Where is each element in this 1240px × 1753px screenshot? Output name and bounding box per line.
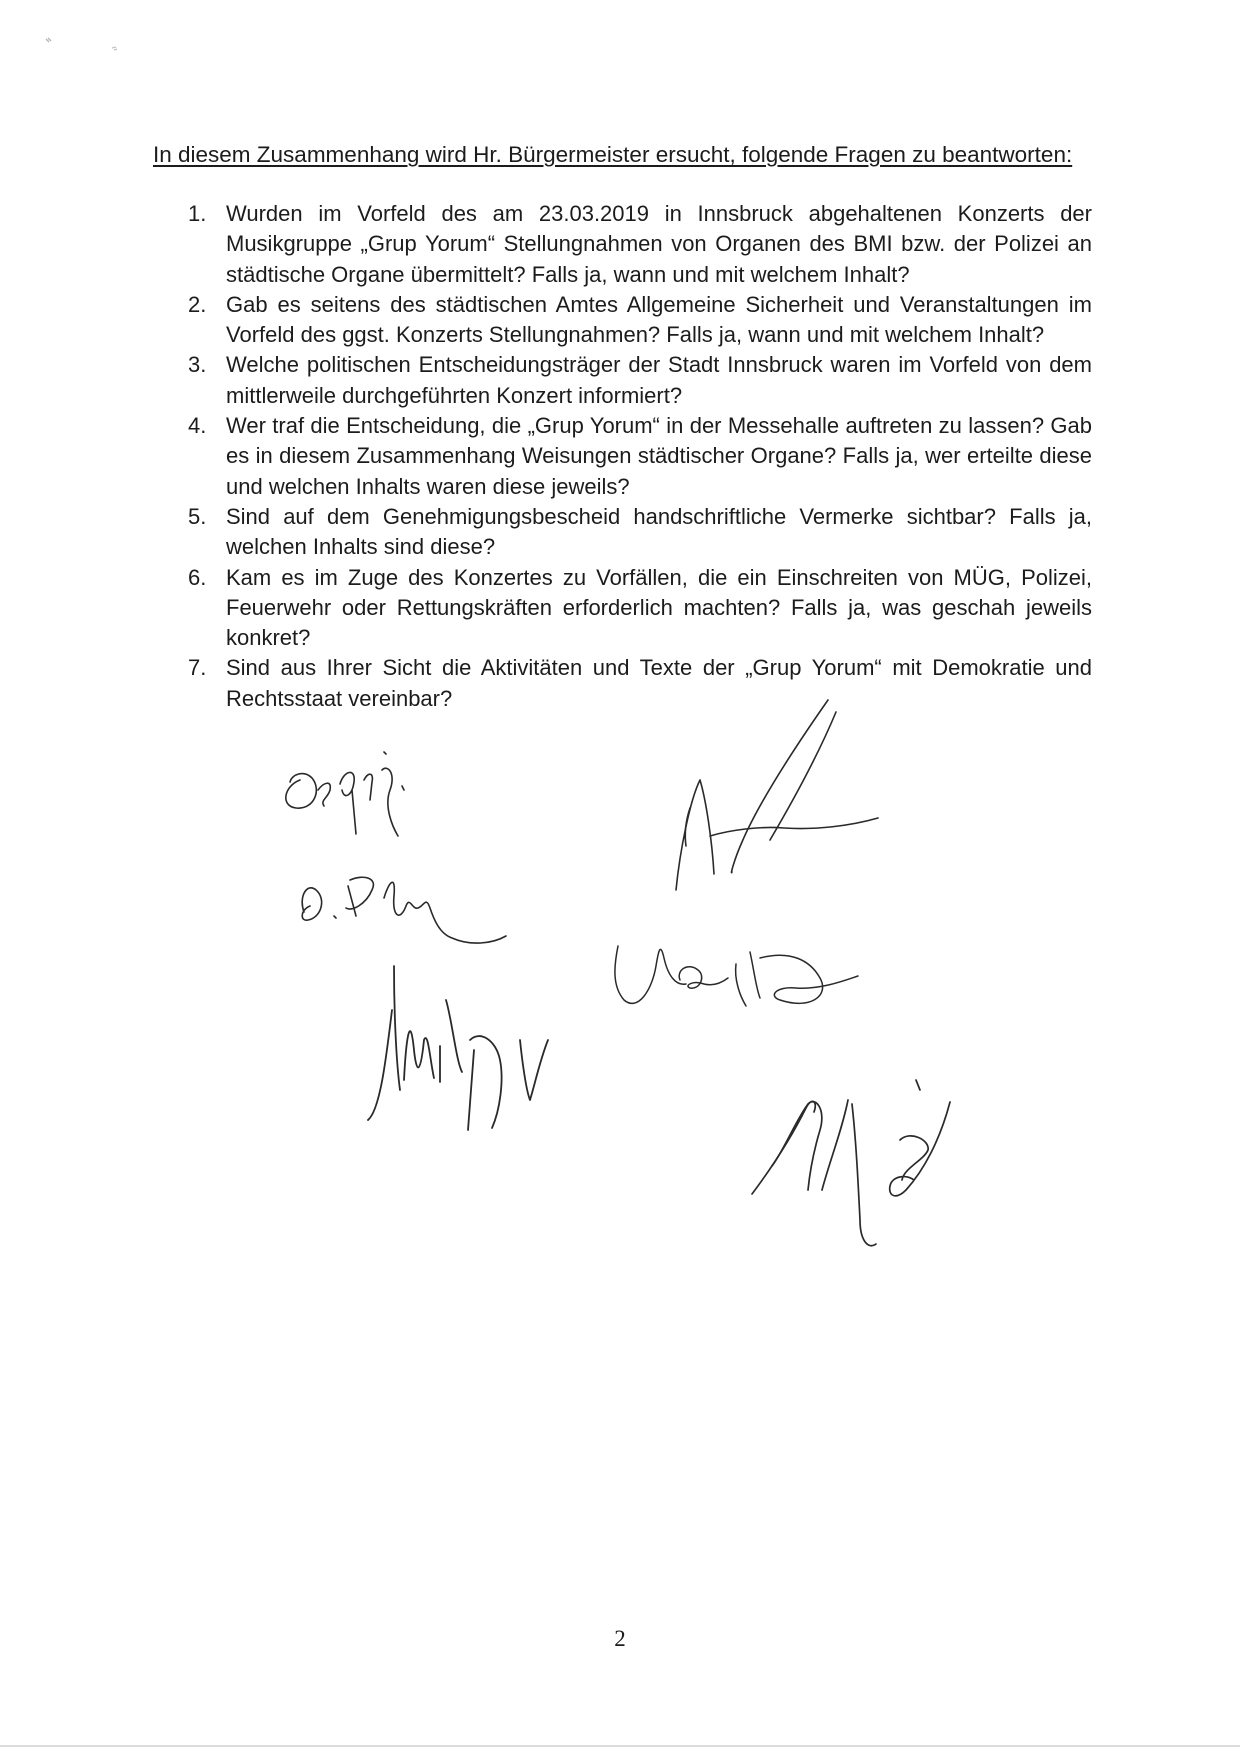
question-text: Wurden im Vorfeld des am 23.03.2019 in Innsbruck abgehaltenen Konzerts der Musikgruppe „Grup Yorum“ Stellungnahmen von Organen des BMI bzw. der Polizei an städtische Organe übermittelt? Falls ja, wann und mit welchem Inhalt? — [226, 201, 1092, 287]
signature-3 — [368, 966, 548, 1130]
section-heading: In diesem Zusammenhang wird Hr. Bürgermeister ersucht, folgende Fragen zu beantworten: — [153, 142, 1073, 167]
signature-4 — [676, 700, 878, 890]
question-item — [180, 653, 1092, 714]
question-number: 1. — [188, 201, 207, 226]
signature-6 — [752, 1080, 950, 1246]
page-number: 2 — [614, 1626, 626, 1651]
question-item — [180, 502, 1092, 563]
signature-1 — [286, 752, 404, 836]
signature-5 — [615, 946, 858, 1006]
scan-bottom-edge — [0, 1745, 1240, 1747]
question-number: 5. — [188, 503, 207, 529]
question-text: Kam es im Zuge des Konzertes zu Vorfällen, die ein Einschreiten von MÜG, Polizei, Feuerwehr oder Rettungskräften erforderlich machten? Falls ja, was geschah jeweils konkret? — [226, 564, 1092, 651]
question-text: Welche politischen Entscheidungsträger der Stadt Innsbruck waren im Vorfeld von dem mittlerweile durchgeführten Konzert informiert? — [226, 352, 1092, 408]
question-item — [180, 350, 1092, 411]
question-text: Gab es seitens des städtischen Amtes Allgemeine Sicherheit und Veranstaltungen im Vorfeld des ggst. Konzerts Stellungnahmen? Falls ja, wann und mit welchem Inhalt? — [226, 291, 1092, 348]
question-item — [180, 199, 1092, 290]
question-list — [180, 199, 1092, 714]
question-text: Wer traf die Entscheidung, die „Grup Yorum“ in der Messehalle auftreten zu lassen? Gab es in diesem Zusammenhang Weisungen städtischer Organe? Falls ja, wer erteilte diese und welchen Inhalts waren diese jeweils? — [226, 413, 1092, 499]
question-item — [180, 563, 1092, 654]
question-text: Sind auf dem Genehmigungsbescheid handschriftliche Vermerke sichtbar? Falls ja, welchen Inhalts sind diese? — [226, 503, 1092, 560]
scan-artifact-marks — [44, 36, 134, 56]
question-number: 2. — [188, 291, 207, 317]
question-number: 3. — [188, 352, 207, 378]
question-text: Sind aus Ihrer Sicht die Aktivitäten und Texte der „Grup Yorum“ mit Demokratie und Rechtsstaat vereinbar? — [226, 655, 1092, 711]
question-number: 4. — [188, 413, 207, 439]
question-number: 6. — [188, 564, 207, 590]
question-item — [180, 411, 1092, 502]
signature-2 — [302, 877, 506, 943]
question-item — [180, 290, 1092, 351]
question-number: 7. — [188, 655, 207, 681]
